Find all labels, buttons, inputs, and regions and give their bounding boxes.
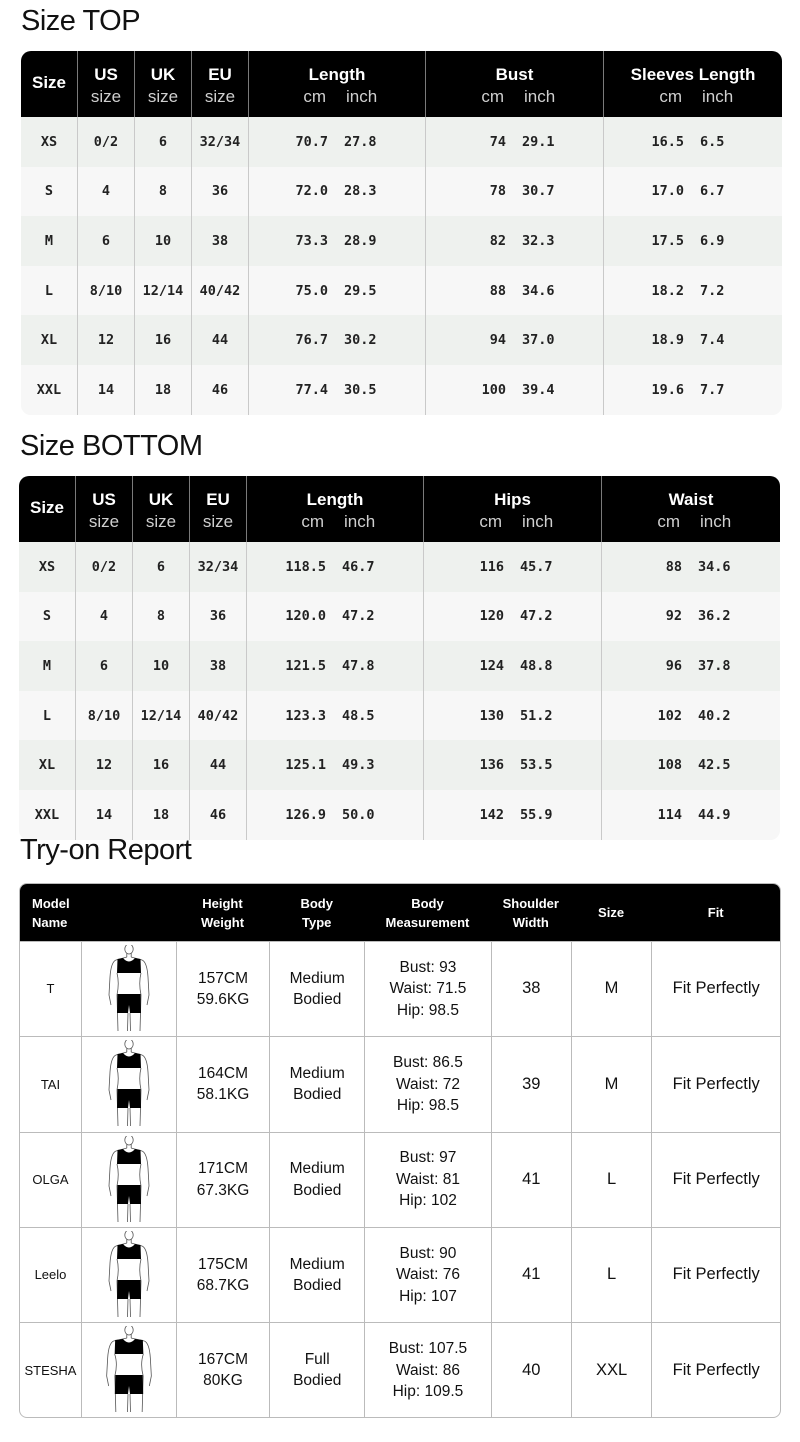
size-bottom-title: Size BOTTOM: [20, 430, 203, 462]
body-type-cell: [269, 1227, 364, 1322]
sleeves-inch-cell: 7.4: [692, 315, 782, 365]
model-figure-cell: [81, 1322, 176, 1417]
sleeves-cm-cell: 18.2: [603, 266, 692, 316]
fit-cell: Fit Perfectly: [651, 1036, 780, 1131]
measurement-header-line2: Measurement: [385, 914, 470, 930]
length-inch-subheader: inch: [334, 512, 423, 542]
weight-value: 80KG: [203, 1372, 243, 1390]
us-col-header: US: [75, 476, 132, 512]
sleeves-inch-cell: 6.9: [692, 216, 782, 266]
weight-value: 58.1KG: [196, 1086, 250, 1104]
us-cell: 4: [75, 592, 132, 642]
uk-cell: 16: [134, 315, 191, 365]
size-cell: XS: [19, 542, 75, 592]
us-cell: 14: [77, 365, 134, 415]
uk-cell: 8: [134, 167, 191, 217]
uk-cell: 6: [132, 542, 189, 592]
size-cell: XS: [21, 117, 77, 167]
waist-cm-cell: 96: [601, 641, 690, 691]
height-weight-cell: [176, 1036, 270, 1131]
eu-size-subheader: size: [189, 512, 246, 542]
bust-cm-subheader: cm: [425, 87, 514, 117]
body-measurement-cell: [364, 941, 491, 1036]
waist-cm-cell: 114: [601, 790, 690, 840]
size-row: [21, 216, 782, 266]
waist-value: Waist: 81: [395, 1170, 460, 1188]
size-cell: M: [19, 641, 75, 691]
size-cell: M: [571, 941, 652, 1036]
size-cell: XXL: [21, 365, 77, 415]
weight-value: 68.7KG: [196, 1277, 250, 1295]
size-cell: XXL: [19, 790, 75, 840]
figure-header: [81, 884, 176, 941]
shoulder-width-cell: 40: [491, 1322, 571, 1417]
eu-cell: 36: [189, 592, 246, 642]
body-measurement-cell: [364, 1227, 491, 1322]
tryon-report-table: [19, 883, 781, 1418]
length-cm-subheader: cm: [246, 512, 334, 542]
sleeves-inch-cell: 7.2: [692, 266, 782, 316]
us-cell: 14: [75, 790, 132, 840]
bust-inch-cell: 39.4: [514, 365, 603, 415]
uk-cell: 10: [134, 216, 191, 266]
model-figure-cell: [81, 1227, 176, 1322]
length-inch-cell: 47.2: [334, 592, 423, 642]
us-cell: 8/10: [77, 266, 134, 316]
body-measurement-header: [364, 884, 491, 941]
eu-cell: 38: [189, 641, 246, 691]
uk-size-subheader: size: [132, 512, 189, 542]
length-inch-cell: 50.0: [334, 790, 423, 840]
size-cell: L: [571, 1227, 652, 1322]
hip-value: Hip: 109.5: [392, 1383, 464, 1401]
eu-cell: 44: [191, 315, 248, 365]
us-cell: 6: [75, 641, 132, 691]
height-weight-cell: [176, 1227, 270, 1322]
eu-size-subheader: size: [191, 87, 248, 117]
eu-cell: 46: [189, 790, 246, 840]
height-value: 157CM: [198, 969, 248, 987]
tryon-row: [20, 1322, 780, 1417]
height-value: 171CM: [198, 1160, 248, 1178]
body-type-line1: Medium: [289, 1160, 345, 1178]
length-col-header: Length: [246, 476, 423, 512]
us-cell: 8/10: [75, 691, 132, 741]
hips-inch-subheader: inch: [512, 512, 601, 542]
waist-inch-cell: 37.8: [690, 641, 780, 691]
us-cell: 12: [77, 315, 134, 365]
size-row: [19, 641, 780, 691]
body-measurement-cell: [364, 1322, 491, 1417]
bust-cm-cell: 88: [425, 266, 514, 316]
size-row: [19, 592, 780, 642]
size-top-title: Size TOP: [21, 5, 141, 37]
eu-col-header: EU: [189, 476, 246, 512]
length-inch-cell: 29.5: [336, 266, 425, 316]
uk-size-subheader: size: [134, 87, 191, 117]
waist-inch-cell: 40.2: [690, 691, 780, 741]
sleeves-cm-cell: 19.6: [603, 365, 692, 415]
height-header-line1: Height: [202, 895, 243, 911]
us-size-subheader: size: [75, 512, 132, 542]
eu-cell: 36: [191, 167, 248, 217]
size-row: [21, 266, 782, 316]
uk-cell: 8: [132, 592, 189, 642]
waist-cm-cell: 88: [601, 542, 690, 592]
sleeves-inch-cell: 7.7: [692, 365, 782, 415]
tryon-row: [20, 1132, 780, 1227]
model-name-cell: TAI: [20, 1036, 81, 1131]
eu-col-header: EU: [191, 51, 248, 87]
eu-cell: 40/42: [191, 266, 248, 316]
body-type-cell: [269, 1322, 364, 1417]
us-cell: 6: [77, 216, 134, 266]
model-name-cell: STESHA: [20, 1322, 81, 1417]
sleeves-cm-cell: 16.5: [603, 117, 692, 167]
length-inch-cell: 46.7: [334, 542, 423, 592]
fit-cell: Fit Perfectly: [651, 1322, 780, 1417]
bust-value: Bust: 93: [399, 958, 457, 976]
sleeves-cm-cell: 18.9: [603, 315, 692, 365]
tryon-row: [20, 1227, 780, 1322]
uk-col-header: UK: [134, 51, 191, 87]
waist-cm-subheader: cm: [601, 512, 690, 542]
hips-cm-cell: 130: [423, 691, 512, 741]
us-cell: 0/2: [75, 542, 132, 592]
hips-inch-cell: 53.5: [512, 740, 601, 790]
bust-value: Bust: 86.5: [393, 1054, 463, 1072]
uk-cell: 16: [132, 740, 189, 790]
size-row: [21, 315, 782, 365]
body-type-line1: Medium: [289, 1255, 345, 1273]
length-cm-cell: 75.0: [248, 266, 336, 316]
size-cell: S: [21, 167, 77, 217]
height-weight-cell: [176, 1132, 270, 1227]
size-row: [19, 542, 780, 592]
model-figure-icon: [103, 1040, 155, 1128]
height-value: 175CM: [198, 1255, 248, 1273]
body-type-line1: Full: [304, 1350, 330, 1368]
length-col-header: Length: [248, 51, 425, 87]
length-inch-cell: 28.3: [336, 167, 425, 217]
size-row: [19, 691, 780, 741]
waist-col-header: Waist: [601, 476, 780, 512]
bust-col-header: Bust: [425, 51, 603, 87]
hips-cm-cell: 120: [423, 592, 512, 642]
body-type-line1: Medium: [289, 969, 345, 987]
body-type-line2: Bodied: [293, 1181, 342, 1199]
model-header-line2: Name: [32, 914, 68, 930]
size-cell: L: [21, 266, 77, 316]
waist-inch-cell: 34.6: [690, 542, 780, 592]
sleeves-cm-subheader: cm: [603, 87, 692, 117]
bust-inch-cell: 34.6: [514, 266, 603, 316]
hips-cm-cell: 142: [423, 790, 512, 840]
body-type-line2: Bodied: [293, 1372, 342, 1390]
length-inch-cell: 30.2: [336, 315, 425, 365]
body-measurement-cell: [364, 1132, 491, 1227]
size-cell: M: [571, 1036, 652, 1131]
eu-cell: 38: [191, 216, 248, 266]
tryon-report-title: Try-on Report: [20, 834, 192, 866]
size-cell: L: [19, 691, 75, 741]
waist-value: Waist: 71.5: [389, 980, 467, 998]
length-cm-cell: 123.3: [246, 691, 334, 741]
model-name-header: [20, 884, 81, 941]
length-inch-subheader: inch: [336, 87, 425, 117]
shoulder-width-cell: 39: [491, 1036, 571, 1131]
sleeves-cm-cell: 17.5: [603, 216, 692, 266]
length-inch-cell: 28.9: [336, 216, 425, 266]
sleeves-inch-cell: 6.5: [692, 117, 782, 167]
height-value: 164CM: [198, 1064, 248, 1082]
size-col-header: Size: [19, 476, 75, 542]
model-figure-cell: [81, 1036, 176, 1131]
model-name-cell: Leelo: [20, 1227, 81, 1322]
bust-cm-cell: 78: [425, 167, 514, 217]
length-cm-cell: 120.0: [246, 592, 334, 642]
eu-cell: 44: [189, 740, 246, 790]
bust-inch-subheader: inch: [514, 87, 603, 117]
body-type-line1: Medium: [289, 1064, 345, 1082]
hips-cm-subheader: cm: [423, 512, 512, 542]
body-type-header-line2: Type: [302, 914, 332, 930]
waist-cm-cell: 92: [601, 592, 690, 642]
shoulder-width-cell: 38: [491, 941, 571, 1036]
height-weight-header: [176, 884, 270, 941]
uk-cell: 18: [132, 790, 189, 840]
sleeves-inch-subheader: inch: [692, 87, 782, 117]
bust-value: Bust: 107.5: [388, 1340, 468, 1358]
weight-value: 59.6KG: [196, 991, 250, 1009]
body-measurement-cell: [364, 1036, 491, 1131]
size-row: [19, 740, 780, 790]
fit-cell: Fit Perfectly: [651, 1227, 780, 1322]
size-bottom-table: [19, 476, 780, 840]
us-cell: 4: [77, 167, 134, 217]
length-inch-cell: 30.5: [336, 365, 425, 415]
fit-cell: Fit Perfectly: [651, 941, 780, 1036]
size-row: [21, 167, 782, 217]
sleeves-cm-cell: 17.0: [603, 167, 692, 217]
eu-cell: 46: [191, 365, 248, 415]
weight-value: 67.3KG: [196, 1181, 250, 1199]
size-col-header: Size: [21, 51, 77, 117]
waist-value: Waist: 72: [395, 1075, 460, 1093]
body-type-line2: Bodied: [293, 1277, 342, 1295]
hips-cm-cell: 124: [423, 641, 512, 691]
waist-inch-subheader: inch: [690, 512, 780, 542]
bust-inch-cell: 32.3: [514, 216, 603, 266]
body-type-line2: Bodied: [293, 991, 342, 1009]
size-cell: M: [21, 216, 77, 266]
waist-inch-cell: 42.5: [690, 740, 780, 790]
size-header: Size: [571, 884, 652, 941]
model-name-cell: T: [20, 941, 81, 1036]
model-figure-icon: [103, 945, 155, 1033]
bust-cm-cell: 82: [425, 216, 514, 266]
body-type-cell: [269, 941, 364, 1036]
waist-cm-cell: 102: [601, 691, 690, 741]
tryon-row: [20, 1036, 780, 1131]
model-figure-cell: [81, 941, 176, 1036]
tryon-row: [20, 941, 780, 1036]
eu-cell: 40/42: [189, 691, 246, 741]
size-row: [21, 117, 782, 167]
length-inch-cell: 49.3: [334, 740, 423, 790]
hips-inch-cell: 48.8: [512, 641, 601, 691]
measurement-header-line1: Body: [411, 895, 444, 911]
body-type-cell: [269, 1132, 364, 1227]
hip-value: Hip: 107: [399, 1287, 457, 1305]
sleeves-inch-cell: 6.7: [692, 167, 782, 217]
waist-inch-cell: 44.9: [690, 790, 780, 840]
uk-cell: 12/14: [132, 691, 189, 741]
length-inch-cell: 48.5: [334, 691, 423, 741]
bust-cm-cell: 100: [425, 365, 514, 415]
length-cm-subheader: cm: [248, 87, 336, 117]
model-header-line1: Model: [32, 895, 70, 911]
hips-inch-cell: 51.2: [512, 691, 601, 741]
size-cell: XL: [19, 740, 75, 790]
uk-cell: 6: [134, 117, 191, 167]
shoulder-width-cell: 41: [491, 1227, 571, 1322]
shoulder-width-cell: 41: [491, 1132, 571, 1227]
length-inch-cell: 27.8: [336, 117, 425, 167]
uk-col-header: UK: [132, 476, 189, 512]
hips-inch-cell: 47.2: [512, 592, 601, 642]
bust-cm-cell: 74: [425, 117, 514, 167]
hip-value: Hip: 98.5: [396, 1097, 459, 1115]
size-cell: L: [571, 1132, 652, 1227]
model-figure-cell: [81, 1132, 176, 1227]
size-row: [19, 790, 780, 840]
bust-inch-cell: 37.0: [514, 315, 603, 365]
length-cm-cell: 76.7: [248, 315, 336, 365]
length-cm-cell: 126.9: [246, 790, 334, 840]
length-inch-cell: 47.8: [334, 641, 423, 691]
us-cell: 0/2: [77, 117, 134, 167]
uk-cell: 12/14: [134, 266, 191, 316]
length-cm-cell: 77.4: [248, 365, 336, 415]
body-type-header-line1: Body: [300, 895, 333, 911]
size-cell: S: [19, 592, 75, 642]
waist-value: Waist: 86: [395, 1361, 460, 1379]
hip-value: Hip: 102: [399, 1192, 457, 1210]
body-type-cell: [269, 1036, 364, 1131]
length-cm-cell: 72.0: [248, 167, 336, 217]
uk-cell: 18: [134, 365, 191, 415]
shoulder-header-line1: Shoulder: [502, 895, 559, 911]
height-header-line2: Weight: [200, 914, 245, 930]
bust-inch-cell: 29.1: [514, 117, 603, 167]
length-cm-cell: 70.7: [248, 117, 336, 167]
eu-cell: 32/34: [189, 542, 246, 592]
fit-cell: Fit Perfectly: [651, 1132, 780, 1227]
length-cm-cell: 121.5: [246, 641, 334, 691]
hips-col-header: Hips: [423, 476, 601, 512]
model-figure-icon: [103, 1326, 155, 1414]
body-type-line2: Bodied: [293, 1086, 342, 1104]
length-cm-cell: 118.5: [246, 542, 334, 592]
us-col-header: US: [77, 51, 134, 87]
us-size-subheader: size: [77, 87, 134, 117]
hips-cm-cell: 136: [423, 740, 512, 790]
height-value: 167CM: [198, 1350, 248, 1368]
size-cell: XL: [21, 315, 77, 365]
hips-cm-cell: 116: [423, 542, 512, 592]
size-top-table: [21, 51, 782, 415]
bust-inch-cell: 30.7: [514, 167, 603, 217]
length-cm-cell: 73.3: [248, 216, 336, 266]
shoulder-width-header: [491, 884, 571, 941]
hips-inch-cell: 55.9: [512, 790, 601, 840]
sleeves-length-col-header: Sleeves Length: [603, 51, 782, 87]
size-cell: XXL: [571, 1322, 652, 1417]
bust-value: Bust: 90: [399, 1244, 457, 1262]
model-figure-icon: [103, 1231, 155, 1319]
size-row: [21, 365, 782, 415]
height-weight-cell: [176, 941, 270, 1036]
waist-cm-cell: 108: [601, 740, 690, 790]
height-weight-cell: [176, 1322, 270, 1417]
bust-cm-cell: 94: [425, 315, 514, 365]
uk-cell: 10: [132, 641, 189, 691]
length-cm-cell: 125.1: [246, 740, 334, 790]
body-type-header: [269, 884, 364, 941]
model-name-cell: OLGA: [20, 1132, 81, 1227]
hip-value: Hip: 98.5: [396, 1001, 459, 1019]
hips-inch-cell: 45.7: [512, 542, 601, 592]
eu-cell: 32/34: [191, 117, 248, 167]
model-figure-icon: [103, 1136, 155, 1224]
waist-value: Waist: 76: [395, 1266, 460, 1284]
shoulder-header-line2: Width: [512, 914, 549, 930]
waist-inch-cell: 36.2: [690, 592, 780, 642]
fit-header: Fit: [651, 884, 780, 941]
us-cell: 12: [75, 740, 132, 790]
bust-value: Bust: 97: [399, 1149, 457, 1167]
